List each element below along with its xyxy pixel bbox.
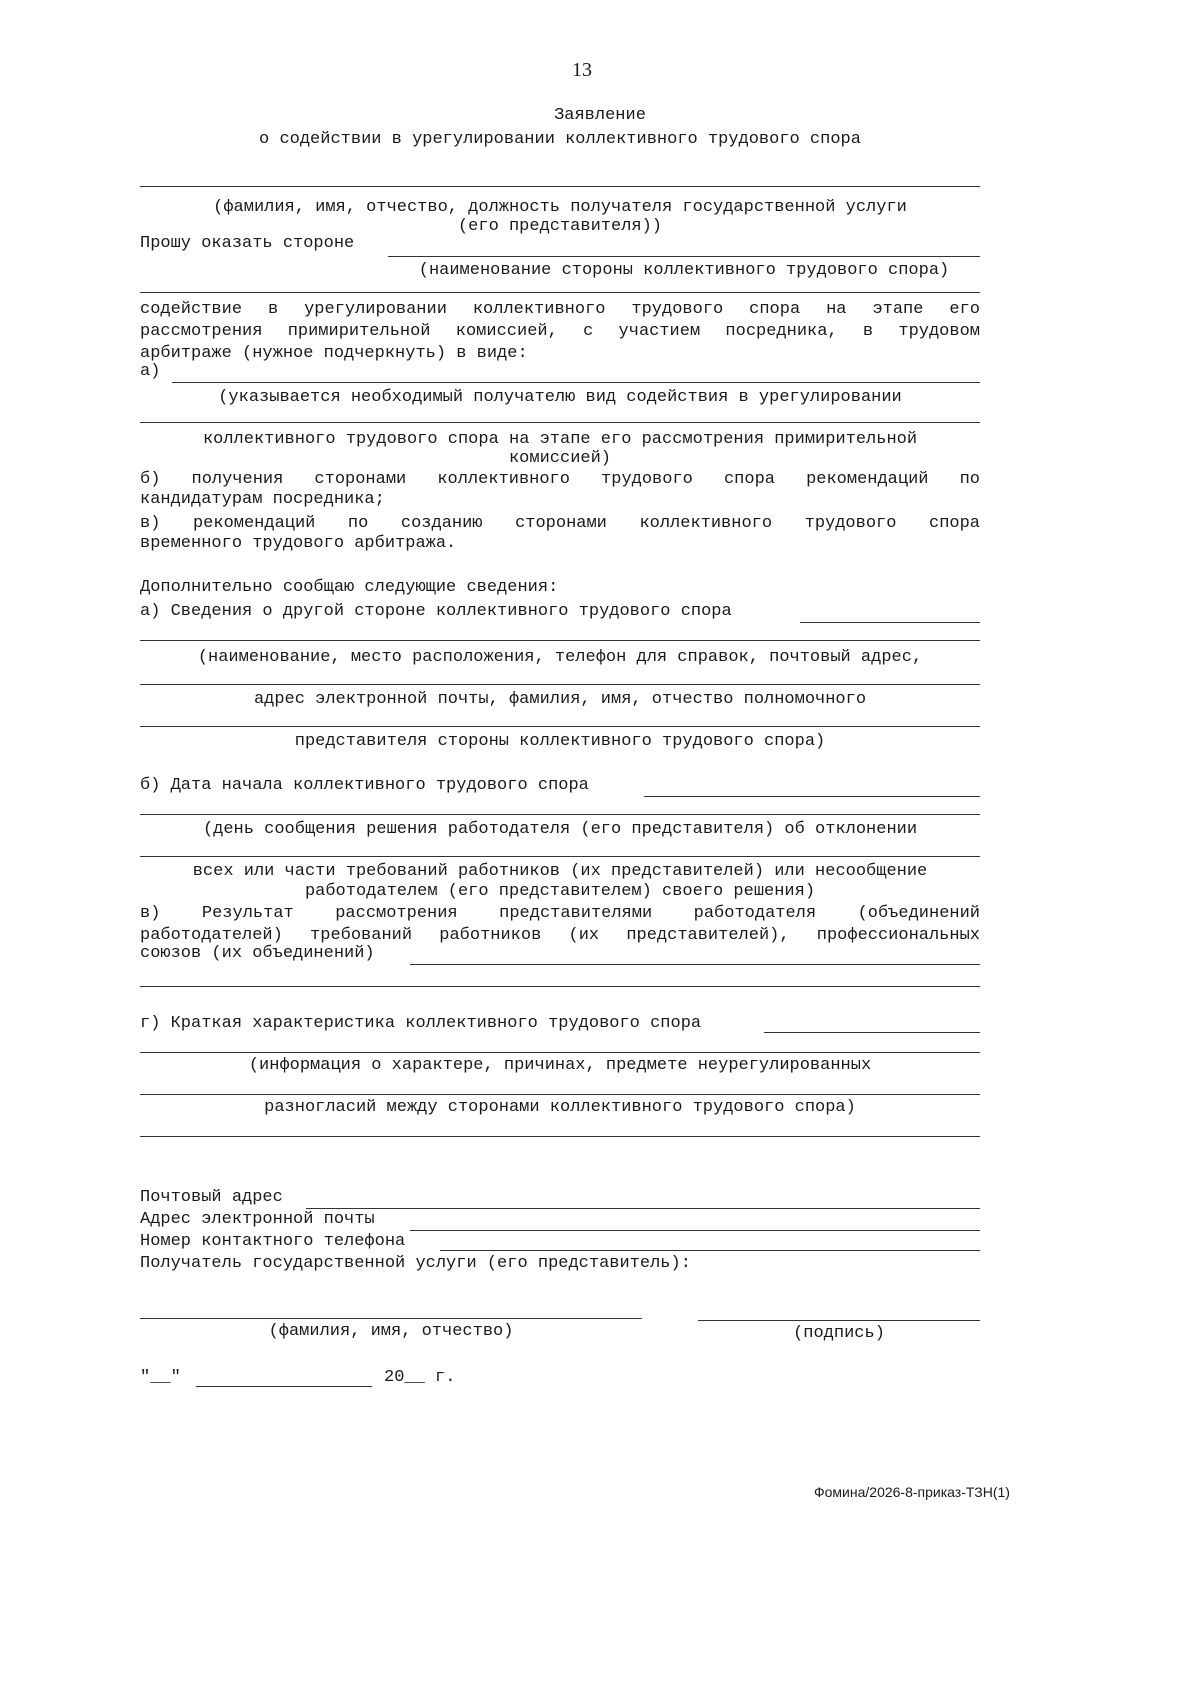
signature-field-line[interactable] (698, 1320, 980, 1321)
item-a-caption: (указывается необходимый получателю вид содействия в урегулировании (218, 388, 902, 407)
info-c-field-line[interactable] (410, 964, 980, 965)
info-a-label: а) Сведения о другой стороне коллективного трудового спора (140, 602, 732, 621)
page-number: 13 (572, 59, 592, 81)
info-b-caption: работодателем (его представителем) своего решения) (304, 882, 816, 901)
assist-text: арбитраже (нужное подчеркнуть) в виде: (140, 344, 528, 363)
applicant-field-line[interactable] (140, 186, 980, 187)
info-c-text: в) Результат рассмотрения представителями работодателя (объединений (140, 904, 980, 923)
assist-text: содействие в урегулировании коллективного трудового спора на этапе его (140, 300, 980, 319)
party-field-line-2[interactable] (140, 292, 980, 293)
postal-address-label: Почтовый адрес (140, 1188, 283, 1207)
info-c-text: союзов (их объединений) (140, 944, 375, 963)
item-a-caption: комиссией) (508, 449, 612, 468)
party-caption: (наименование стороны коллективного трудового спора) (418, 261, 950, 280)
info-a-caption: (наименование, место расположения, телефон для справок, почтовый адрес, (197, 648, 923, 667)
info-b-field-line[interactable] (644, 796, 980, 797)
info-b-label: б) Дата начала коллективного трудового спора (140, 776, 589, 795)
info-d-caption: (информация о характере, причинах, предмете неурегулированных (248, 1056, 872, 1075)
footer-code: Фомина/2026-8-приказ-ТЗН(1) (814, 1484, 1010, 1500)
info-c-field-line-2[interactable] (140, 986, 980, 987)
info-b-caption: всех или части требований работников (их представителей) или несообщение (192, 862, 928, 881)
info-b-field-line-3[interactable] (140, 856, 980, 857)
item-b-text: б) получения сторонами коллективного трудового спора рекомендаций по (140, 470, 980, 489)
recipient-label: Получатель государственной услуги (его представитель): (140, 1254, 691, 1273)
info-a-field-line-3[interactable] (140, 684, 980, 685)
info-d-field-line-3[interactable] (140, 1094, 980, 1095)
info-b-field-line-2[interactable] (140, 814, 980, 815)
fio-caption: (фамилия, имя, отчество) (268, 1322, 514, 1341)
applicant-caption: (фамилия, имя, отчество, должность получателя государственной услуги (213, 198, 907, 217)
info-d-label: г) Краткая характеристика коллективного трудового спора (140, 1014, 702, 1033)
phone-number-field[interactable] (440, 1250, 980, 1251)
info-d-caption: разногласий между сторонами коллективного трудового спора) (264, 1098, 856, 1117)
document-title: Заявление (554, 106, 646, 125)
postal-address-field[interactable] (306, 1208, 980, 1209)
info-a-caption: представителя стороны коллективного трудового спора) (294, 732, 826, 751)
info-c-text: работодателей) требований работников (их представителей), профессиональных (140, 926, 980, 945)
info-a-field-line-2[interactable] (140, 640, 980, 641)
document-subtitle: о содействии в урегулировании коллективного трудового спора (259, 130, 861, 149)
date-year: 20__ г. (384, 1368, 456, 1387)
email-address-label: Адрес электронной почты (140, 1210, 375, 1229)
info-a-field-line-4[interactable] (140, 726, 980, 727)
info-b-caption: (день сообщения решения работодателя (его представителя) об отклонении (202, 820, 918, 839)
item-c-text: в) рекомендаций по созданию сторонами коллективного трудового спора (140, 514, 980, 533)
assist-text: рассмотрения примирительной комиссией, с участием посредника, в трудовом (140, 322, 980, 341)
item-a-field-line[interactable] (172, 382, 980, 383)
info-a-caption: адрес электронной почты, фамилия, имя, отчество полномочного (253, 690, 867, 709)
signature-caption: (подпись) (793, 1324, 885, 1343)
applicant-caption: (его представителя)) (457, 217, 663, 236)
item-a-field-line-2[interactable] (140, 422, 980, 423)
fio-field-line[interactable] (140, 1318, 642, 1319)
phone-number-label: Номер контактного телефона (140, 1232, 406, 1251)
party-field-line[interactable] (388, 256, 980, 257)
item-c-text: временного трудового арбитража. (140, 534, 457, 553)
info-d-field-line-2[interactable] (140, 1052, 980, 1053)
additional-heading: Дополнительно сообщаю следующие сведения: (140, 578, 559, 597)
info-d-field-line-4[interactable] (140, 1136, 980, 1137)
item-a-label: а) (140, 362, 161, 381)
info-a-field-line[interactable] (800, 622, 980, 623)
email-address-field[interactable] (410, 1230, 980, 1231)
date-month-field[interactable] (196, 1386, 372, 1387)
date-day: "__" (140, 1368, 181, 1387)
item-b-text: кандидатурам посредника; (140, 490, 385, 509)
item-a-caption: коллективного трудового спора на этапе его рассмотрения примирительной (202, 430, 918, 449)
request-prefix: Прошу оказать стороне (140, 234, 355, 253)
info-d-field-line[interactable] (764, 1032, 980, 1033)
